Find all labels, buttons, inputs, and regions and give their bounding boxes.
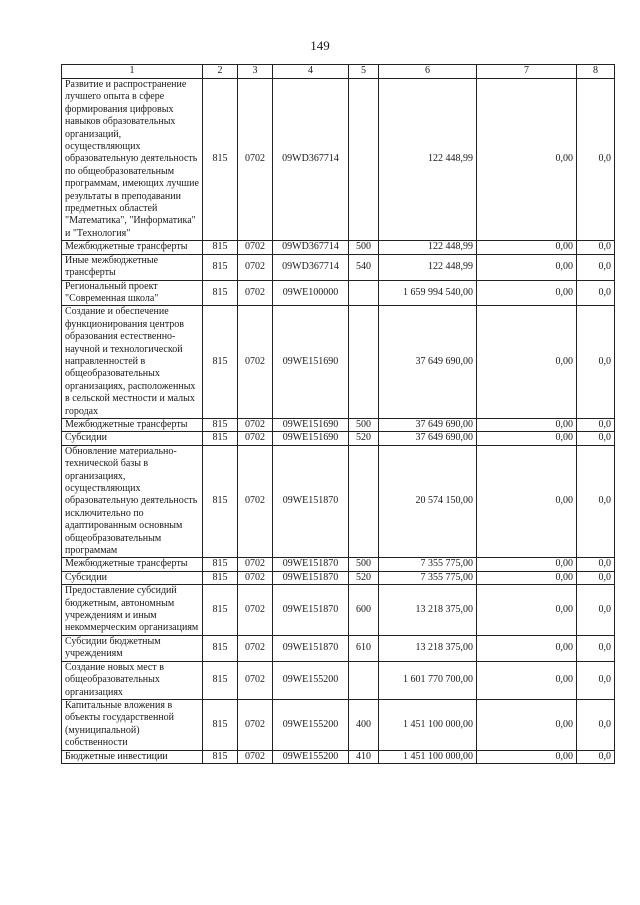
table-row (62, 79, 615, 241)
cell-code-expense-type: 410 (349, 750, 379, 763)
cell-amount: 7 355 775,00 (379, 571, 477, 584)
cell-code-section: 0702 (238, 280, 273, 306)
cell-amount-col8: 0,0 (577, 699, 615, 750)
cell-amount-col8: 0,0 (577, 661, 615, 699)
table-row (62, 418, 615, 431)
cell-code-admin: 815 (203, 79, 238, 241)
cell-amount: 1 659 994 540,00 (379, 280, 477, 306)
cell-code-admin: 815 (203, 241, 238, 254)
cell-amount: 37 649 690,00 (379, 306, 477, 419)
table-row (62, 241, 615, 254)
cell-code-expense-type (349, 306, 379, 419)
cell-amount-col8: 0,0 (577, 750, 615, 763)
row-name: Иные межбюджетные трансферты (62, 254, 203, 280)
table-row (62, 750, 615, 763)
row-name: Капитальные вложения в объекты государственной (муниципальной) собственности (62, 699, 203, 750)
cell-amount-col8: 0,0 (577, 635, 615, 661)
cell-code-section: 0702 (238, 558, 273, 571)
cell-amount-col7: 0,00 (477, 585, 577, 636)
cell-code-section: 0702 (238, 306, 273, 419)
row-name: Межбюджетные трансферты (62, 558, 203, 571)
cell-amount: 13 218 375,00 (379, 585, 477, 636)
cell-amount-col7: 0,00 (477, 280, 577, 306)
table-row (62, 306, 615, 419)
cell-code-target: 09WE151870 (273, 558, 349, 571)
cell-code-target: 09WE151690 (273, 306, 349, 419)
cell-code-expense-type (349, 445, 379, 558)
column-header: 4 (273, 65, 349, 79)
row-name: Межбюджетные трансферты (62, 241, 203, 254)
cell-amount: 37 649 690,00 (379, 418, 477, 431)
cell-amount-col7: 0,00 (477, 306, 577, 419)
cell-code-expense-type: 500 (349, 418, 379, 431)
cell-amount-col8: 0,0 (577, 445, 615, 558)
table-row (62, 254, 615, 280)
cell-amount: 37 649 690,00 (379, 432, 477, 445)
cell-code-admin: 815 (203, 571, 238, 584)
table-row (62, 558, 615, 571)
cell-code-expense-type: 520 (349, 432, 379, 445)
cell-amount-col7: 0,00 (477, 445, 577, 558)
cell-amount-col8: 0,0 (577, 418, 615, 431)
cell-code-section: 0702 (238, 254, 273, 280)
cell-amount-col7: 0,00 (477, 699, 577, 750)
cell-code-target: 09WE151870 (273, 585, 349, 636)
cell-code-admin: 815 (203, 750, 238, 763)
cell-amount-col7: 0,00 (477, 241, 577, 254)
table-row (62, 699, 615, 750)
cell-code-expense-type (349, 661, 379, 699)
cell-code-admin: 815 (203, 635, 238, 661)
table-row (62, 661, 615, 699)
cell-amount-col8: 0,0 (577, 558, 615, 571)
column-header: 6 (379, 65, 477, 79)
cell-amount: 122 448,99 (379, 241, 477, 254)
cell-amount-col8: 0,0 (577, 432, 615, 445)
cell-code-section: 0702 (238, 445, 273, 558)
column-header: 3 (238, 65, 273, 79)
cell-amount-col7: 0,00 (477, 558, 577, 571)
row-name: Субсидии бюджетным учреждениям (62, 635, 203, 661)
cell-code-section: 0702 (238, 79, 273, 241)
cell-amount: 7 355 775,00 (379, 558, 477, 571)
table-row (62, 635, 615, 661)
cell-code-section: 0702 (238, 241, 273, 254)
table-row (62, 585, 615, 636)
cell-code-admin: 815 (203, 254, 238, 280)
cell-code-expense-type: 500 (349, 558, 379, 571)
cell-amount: 122 448,99 (379, 79, 477, 241)
cell-code-expense-type: 610 (349, 635, 379, 661)
budget-table (61, 64, 615, 764)
cell-code-target: 09WE151870 (273, 445, 349, 558)
cell-amount: 1 601 770 700,00 (379, 661, 477, 699)
cell-code-admin: 815 (203, 699, 238, 750)
table-row (62, 280, 615, 306)
cell-code-target: 09WD367714 (273, 79, 349, 241)
cell-code-expense-type (349, 280, 379, 306)
cell-code-target: 09WD367714 (273, 254, 349, 280)
cell-amount-col7: 0,00 (477, 750, 577, 763)
cell-amount-col7: 0,00 (477, 661, 577, 699)
cell-code-section: 0702 (238, 571, 273, 584)
cell-code-admin: 815 (203, 418, 238, 431)
row-name: Субсидии (62, 432, 203, 445)
cell-code-admin: 815 (203, 445, 238, 558)
cell-amount: 13 218 375,00 (379, 635, 477, 661)
column-header: 1 (62, 65, 203, 79)
cell-code-section: 0702 (238, 432, 273, 445)
cell-code-target: 09WE151870 (273, 571, 349, 584)
cell-code-target: 09WE155200 (273, 750, 349, 763)
table-row (62, 571, 615, 584)
cell-code-admin: 815 (203, 661, 238, 699)
cell-code-section: 0702 (238, 418, 273, 431)
cell-code-target: 09WE151690 (273, 432, 349, 445)
cell-code-section: 0702 (238, 661, 273, 699)
cell-code-admin: 815 (203, 280, 238, 306)
column-header: 5 (349, 65, 379, 79)
cell-code-expense-type: 540 (349, 254, 379, 280)
cell-code-target: 09WE155200 (273, 661, 349, 699)
cell-code-expense-type (349, 79, 379, 241)
cell-amount: 1 451 100 000,00 (379, 699, 477, 750)
cell-amount-col8: 0,0 (577, 241, 615, 254)
row-name: Создание и обеспечение функционирования центров образования естественно-научной и технологической направленностей в общеобразовательных организациях, расположенных в сельской местности и малых городах (62, 306, 203, 419)
row-name: Предоставление субсидий бюджетным, автономным учреждениям и иным некоммерческим организациям (62, 585, 203, 636)
page-number: 149 (310, 38, 330, 53)
cell-amount-col8: 0,0 (577, 254, 615, 280)
cell-amount-col8: 0,0 (577, 571, 615, 584)
column-header: 7 (477, 65, 577, 79)
row-name: Субсидии (62, 571, 203, 584)
row-name: Бюджетные инвестиции (62, 750, 203, 763)
cell-amount-col7: 0,00 (477, 79, 577, 241)
cell-amount-col8: 0,0 (577, 585, 615, 636)
table-row (62, 445, 615, 558)
row-name: Межбюджетные трансферты (62, 418, 203, 431)
cell-code-target: 09WE155200 (273, 699, 349, 750)
cell-code-admin: 815 (203, 585, 238, 636)
cell-code-target: 09WE100000 (273, 280, 349, 306)
row-name: Развитие и распространение лучшего опыта в сфере формирования цифровых навыков образовательных организаций, осуществляющих образовательную деятельность по общеобразовательным программам, имеющих лучшие результаты в преподавании предметных областей "Математика", "Информатика" и "Технология" (62, 79, 203, 241)
row-name: Региональный проект "Современная школа" (62, 280, 203, 306)
cell-amount: 1 451 100 000,00 (379, 750, 477, 763)
cell-code-target: 09WD367714 (273, 241, 349, 254)
cell-code-expense-type: 600 (349, 585, 379, 636)
cell-amount-col7: 0,00 (477, 635, 577, 661)
cell-code-section: 0702 (238, 635, 273, 661)
cell-code-target: 09WE151870 (273, 635, 349, 661)
header-row (62, 65, 615, 79)
cell-code-admin: 815 (203, 558, 238, 571)
cell-code-admin: 815 (203, 432, 238, 445)
row-name: Создание новых мест в общеобразовательных организациях (62, 661, 203, 699)
cell-code-section: 0702 (238, 750, 273, 763)
cell-amount: 122 448,99 (379, 254, 477, 280)
cell-amount-col8: 0,0 (577, 306, 615, 419)
column-header: 2 (203, 65, 238, 79)
cell-code-section: 0702 (238, 699, 273, 750)
column-header: 8 (577, 65, 615, 79)
cell-code-expense-type: 400 (349, 699, 379, 750)
cell-code-section: 0702 (238, 585, 273, 636)
cell-amount-col7: 0,00 (477, 571, 577, 584)
cell-amount-col8: 0,0 (577, 280, 615, 306)
cell-amount: 20 574 150,00 (379, 445, 477, 558)
table-row (62, 432, 615, 445)
cell-code-target: 09WE151690 (273, 418, 349, 431)
cell-amount-col8: 0,0 (577, 79, 615, 241)
cell-code-admin: 815 (203, 306, 238, 419)
cell-code-expense-type: 520 (349, 571, 379, 584)
cell-amount-col7: 0,00 (477, 254, 577, 280)
row-name: Обновление материально-технической базы в организациях, осуществляющих образовательную деятельность исключительно по адаптированным основным общеобразовательным программам (62, 445, 203, 558)
cell-amount-col7: 0,00 (477, 418, 577, 431)
cell-code-expense-type: 500 (349, 241, 379, 254)
cell-amount-col7: 0,00 (477, 432, 577, 445)
